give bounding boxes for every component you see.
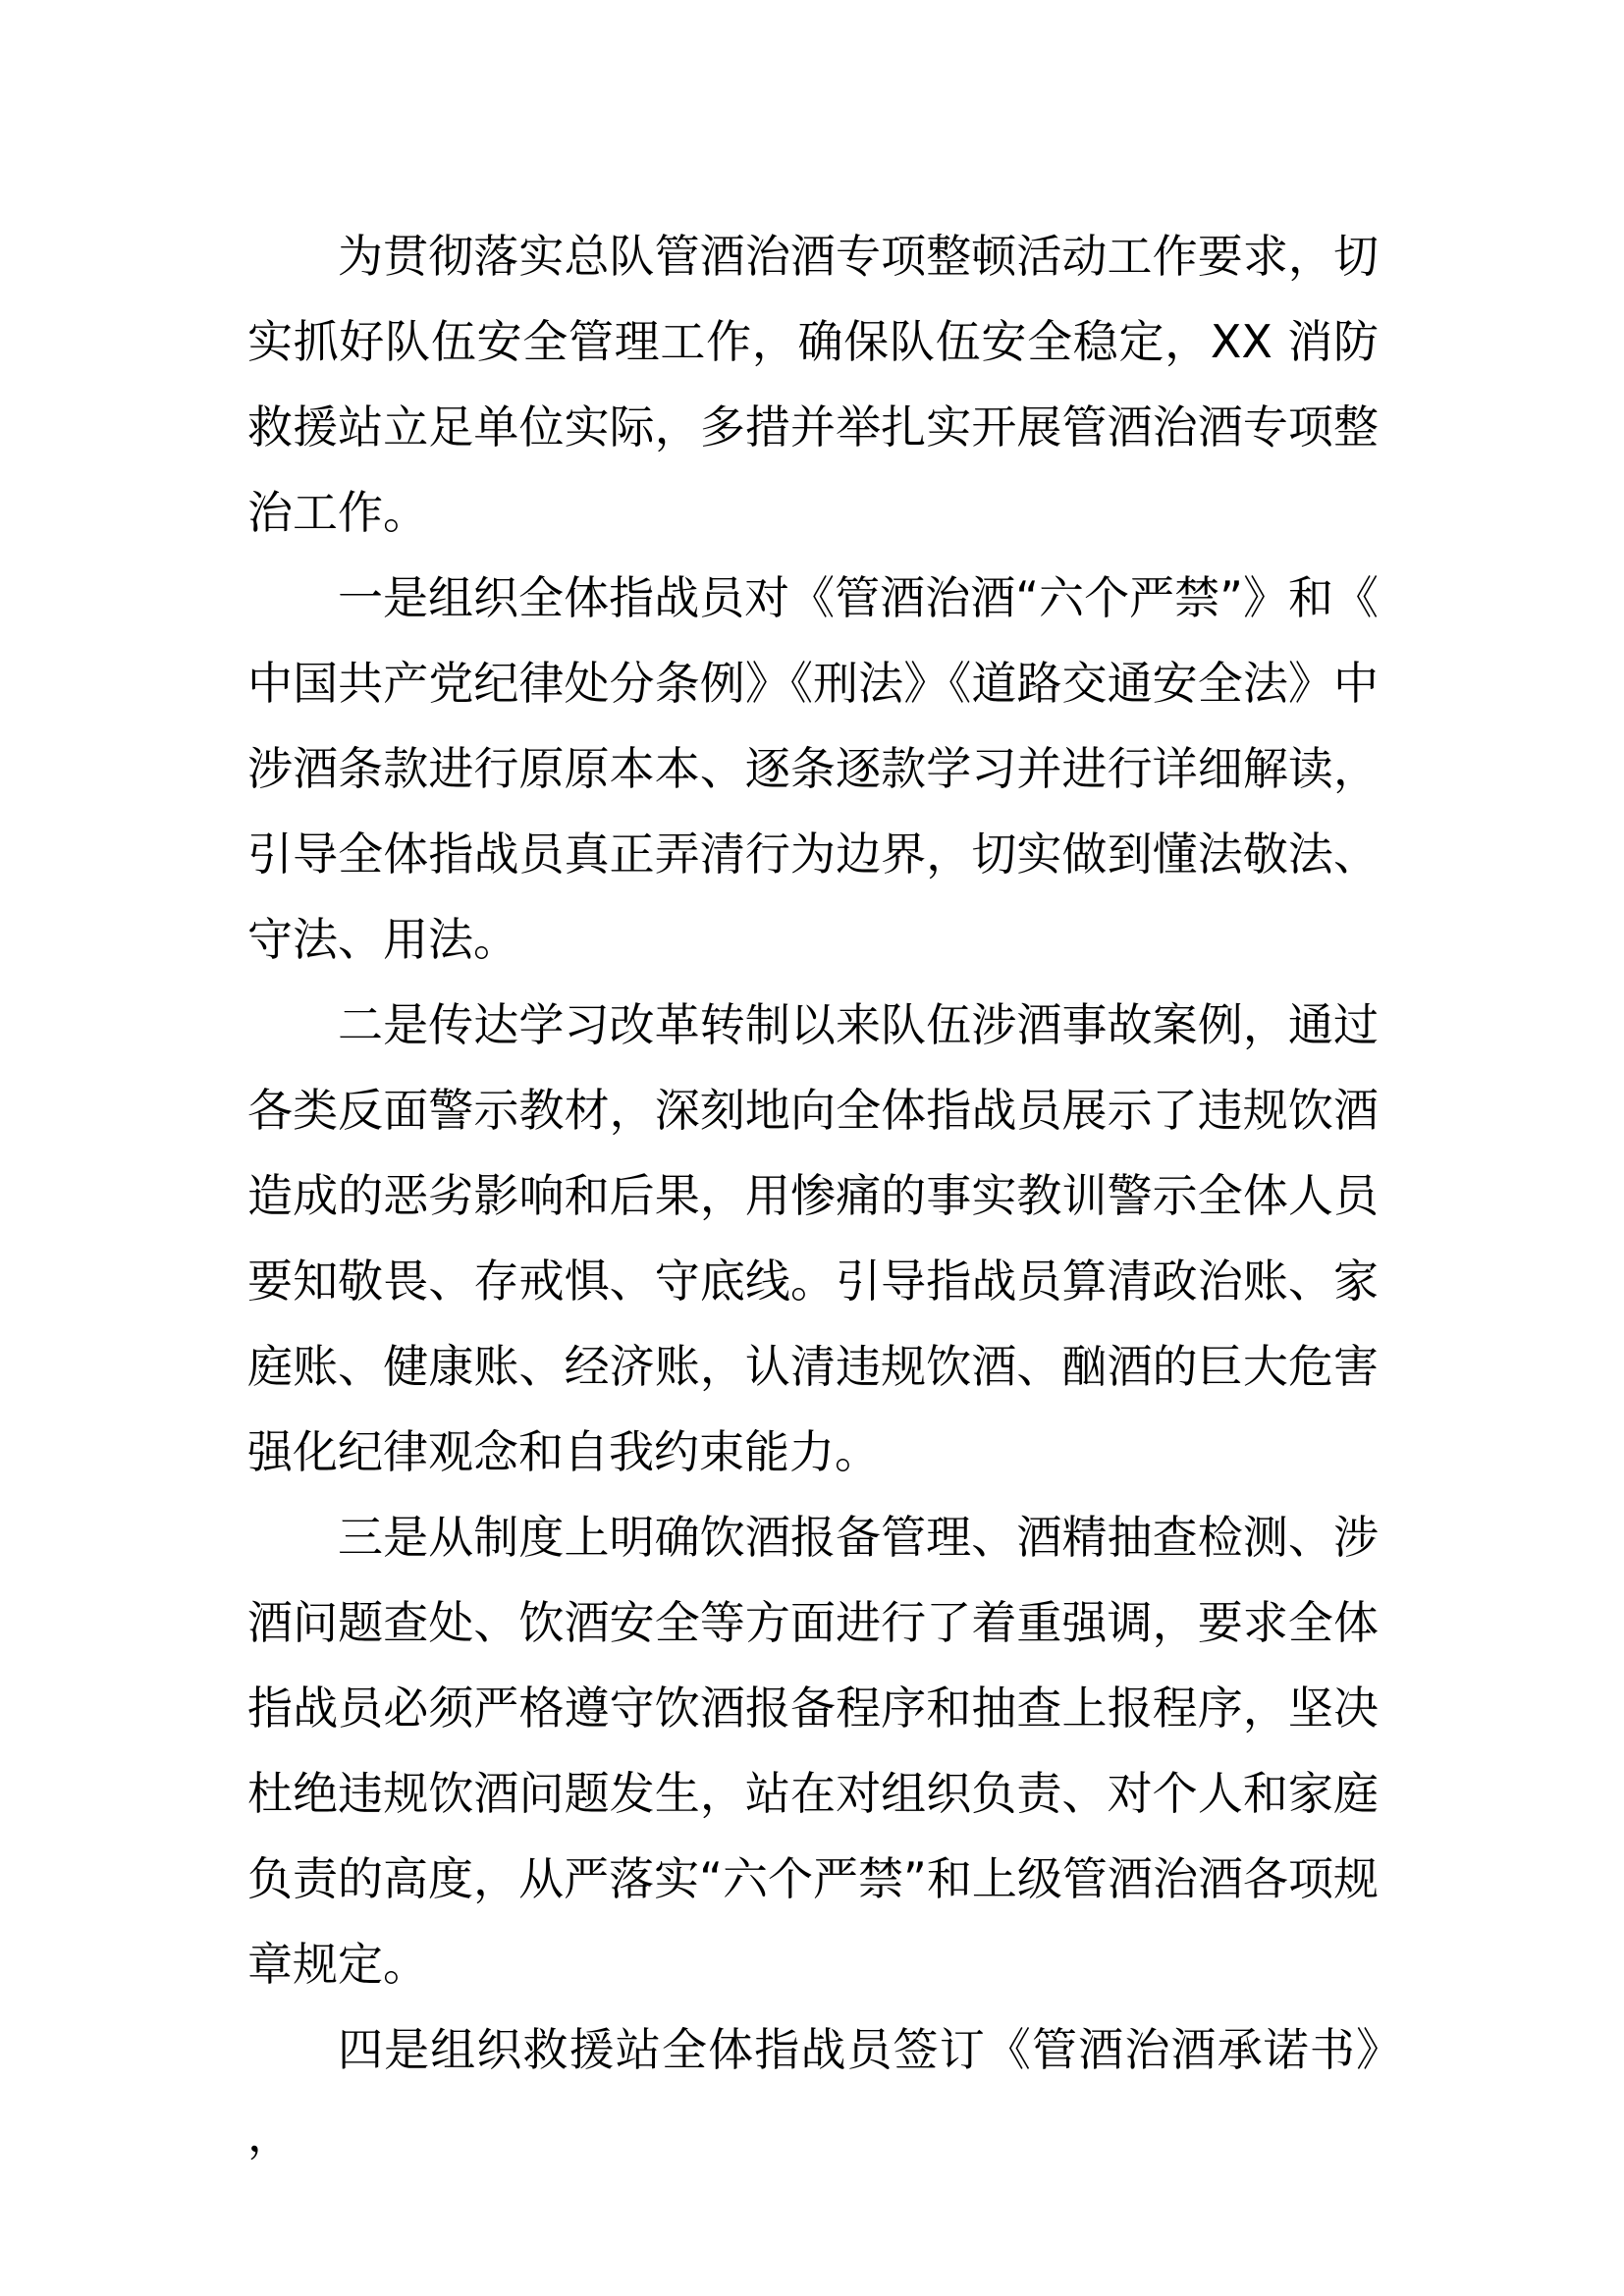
paragraph-point-1: 一是组织全体指战员对《管酒治酒“六个严禁”》和《中国共产党纪律处分条例》《刑法》《道路交通安全法》中涉酒条款进行原原本本、逐条逐款学习并进行详细解读，引导全体指战员真正弄清行为边界，切实做到懂法敬法、守法、用法。 (247, 571, 1379, 966)
paragraph-point-4: 四是组织救援站全体指战员签订《管酒治酒承诺书》， (247, 2023, 1379, 2162)
paragraph-point-3: 三是从制度上明确饮酒报备管理、酒精抽查检测、涉酒问题查处、饮酒安全等方面进行了着重强调，要求全体指战员必须严格遵守饮酒报备程序和抽查上报程序，坚决杜绝违规饮酒问题发生，站在对组织负责、对个人和家庭负责的高度，从严落实“六个严禁”和上级管酒治酒各项规章规定。 (247, 1511, 1379, 1991)
paragraph-intro: 为贯彻落实总队管酒治酒专项整顿活动工作要求，切实抓好队伍安全管理工作，确保队伍安全稳定，XX 消防救援站立足单位实际，多措并举扎实开展管酒治酒专项整治工作。 (247, 230, 1379, 539)
document-body (247, 214, 1379, 2178)
paragraph-point-2: 二是传达学习改革转制以来队伍涉酒事故案例，通过各类反面警示教材，深刻地向全体指战员展示了违规饮酒造成的恶劣影响和后果，用惨痛的事实教训警示全体人员要知敬畏、存戒惧、守底线。引导指战员算清政治账、家庭账、健康账、经济账，认清违规饮酒、酗酒的巨大危害强化纪律观念和自我约束能力。 (247, 998, 1379, 1478)
